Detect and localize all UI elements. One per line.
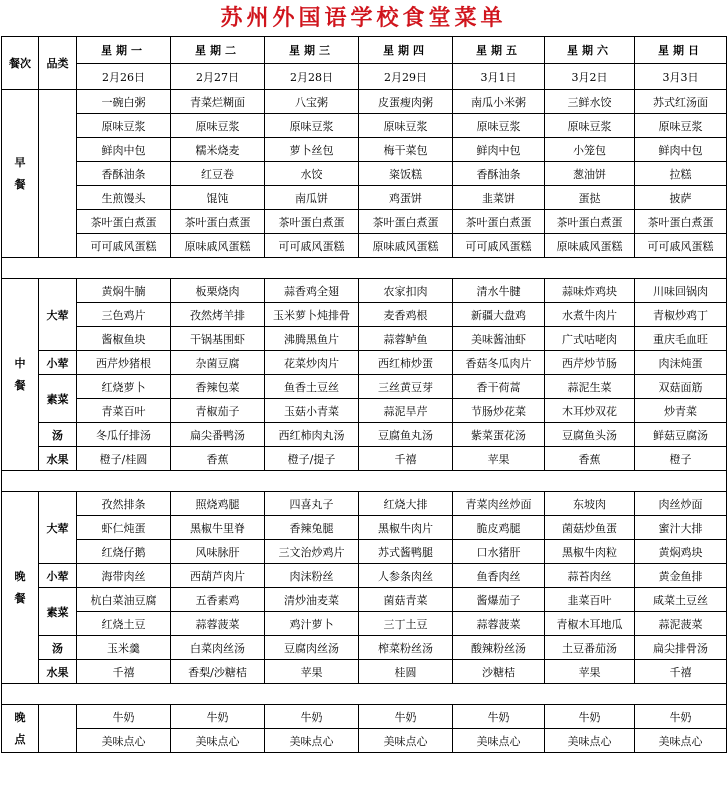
dish-cell: 双菇面筋 (635, 375, 727, 399)
dish-cell: 蒜泥旱芹 (359, 399, 453, 423)
dish-cell: 茶叶蛋白煮蛋 (77, 210, 171, 234)
menu-row (2, 64, 727, 90)
dish-cell: 香菇冬瓜肉片 (453, 351, 545, 375)
dish-cell: 原味豆浆 (77, 114, 171, 138)
dish-cell: 拉糕 (635, 162, 727, 186)
day-header: 星期四 (359, 37, 453, 64)
dish-cell: 青椒木耳地瓜 (545, 612, 635, 636)
dish-cell: 脆皮鸡腿 (453, 516, 545, 540)
dish-cell: 葱油饼 (545, 162, 635, 186)
separator-row (2, 684, 727, 705)
menu-row (2, 37, 727, 64)
separator-row (2, 258, 727, 279)
menu-row (2, 279, 727, 303)
date-header: 2月26日 (77, 64, 171, 90)
dish-cell: 茶叶蛋白煮蛋 (359, 210, 453, 234)
dish-cell: 皮蛋瘦肉粥 (359, 90, 453, 114)
dish-cell: 黄焖牛腩 (77, 279, 171, 303)
dish-cell: 黄焖鸡块 (635, 540, 727, 564)
date-header: 3月2日 (545, 64, 635, 90)
dish-cell: 蒜泥菠菜 (635, 612, 727, 636)
dish-cell: 原味豆浆 (635, 114, 727, 138)
dish-cell: 可可戚风蛋糕 (77, 234, 171, 258)
dish-cell: 白菜肉丝汤 (171, 636, 265, 660)
dish-cell: 鱼香肉丝 (453, 564, 545, 588)
dish-cell: 茶叶蛋白煮蛋 (635, 210, 727, 234)
menu-row (2, 114, 727, 138)
dish-cell: 蒜苔肉丝 (545, 564, 635, 588)
dish-cell: 牛奶 (545, 705, 635, 729)
dish-cell: 紫菜蛋花汤 (453, 423, 545, 447)
separator-cell (2, 684, 727, 705)
meal-label-breakfast (2, 90, 39, 258)
dish-cell: 原味豆浆 (453, 114, 545, 138)
dish-cell: 黑椒牛肉粒 (545, 540, 635, 564)
meal-label-snack (2, 705, 39, 753)
dish-cell: 西红柿炒蛋 (359, 351, 453, 375)
menu-row (2, 327, 727, 351)
dish-cell: 三色鸡片 (77, 303, 171, 327)
dish-cell: 茶叶蛋白煮蛋 (453, 210, 545, 234)
category-fruit: 水果 (39, 660, 77, 684)
dish-cell: 杭白菜油豆腐 (77, 588, 171, 612)
category-veg: 素菜 (39, 588, 77, 636)
dish-cell: 蒜蓉菠菜 (453, 612, 545, 636)
dish-cell: 黑椒牛肉片 (359, 516, 453, 540)
dish-cell: 千禧 (77, 660, 171, 684)
date-header: 2月29日 (359, 64, 453, 90)
dish-cell: 苏式酱鸭腿 (359, 540, 453, 564)
dish-cell: 冬瓜仔排汤 (77, 423, 171, 447)
dish-cell: 炒青菜 (635, 399, 727, 423)
dish-cell: 南瓜饼 (265, 186, 359, 210)
separator-row (2, 471, 727, 492)
dish-cell: 川味回锅肉 (635, 279, 727, 303)
dish-cell: 照烧鸡腿 (171, 492, 265, 516)
category-small: 小荤 (39, 351, 77, 375)
dish-cell: 牛奶 (265, 705, 359, 729)
dish-cell: 木耳炒双花 (545, 399, 635, 423)
dish-cell: 虾仁炖蛋 (77, 516, 171, 540)
menu-row (2, 234, 727, 258)
menu-title: 苏州外国语学校食堂菜单 (220, 5, 507, 31)
dish-cell: 原味豆浆 (265, 114, 359, 138)
dish-cell: 沸腾黑鱼片 (265, 327, 359, 351)
dish-cell: 东坡肉 (545, 492, 635, 516)
dish-cell: 南瓜小米粥 (453, 90, 545, 114)
dish-cell: 小笼包 (545, 138, 635, 162)
dish-cell: 红烧土豆 (77, 612, 171, 636)
dish-cell: 生煎馒头 (77, 186, 171, 210)
dish-cell: 美味酱油虾 (453, 327, 545, 351)
dish-cell: 玉米羹 (77, 636, 171, 660)
dish-cell: 原味戚风蛋糕 (171, 234, 265, 258)
dish-cell: 豆腐鱼头汤 (545, 423, 635, 447)
dish-cell: 海带肉丝 (77, 564, 171, 588)
dish-cell: 美味点心 (77, 729, 171, 753)
dish-cell: 清水牛腱 (453, 279, 545, 303)
dish-cell: 重庆毛血旺 (635, 327, 727, 351)
dish-cell: 苹果 (453, 447, 545, 471)
dish-cell: 原味戚风蛋糕 (545, 234, 635, 258)
dish-cell: 梅干菜包 (359, 138, 453, 162)
category-big: 大荤 (39, 279, 77, 351)
dish-cell: 水饺 (265, 162, 359, 186)
dish-cell: 麦香鸡根 (359, 303, 453, 327)
dish-cell: 红豆卷 (171, 162, 265, 186)
dish-cell: 风味脉肝 (171, 540, 265, 564)
menu-row (2, 492, 727, 516)
dish-cell: 沙糖桔 (453, 660, 545, 684)
meal-label-dinner (2, 492, 39, 684)
dish-cell: 肉沫炖蛋 (635, 351, 727, 375)
day-header: 星期二 (171, 37, 265, 64)
dish-cell: 豆腐鱼丸汤 (359, 423, 453, 447)
menu-table (1, 36, 727, 753)
dish-cell: 蜜汁大排 (635, 516, 727, 540)
menu-row (2, 564, 727, 588)
dish-cell: 红烧大排 (359, 492, 453, 516)
dish-cell: 板栗烧肉 (171, 279, 265, 303)
dish-cell: 蒜蓉菠菜 (171, 612, 265, 636)
dish-cell: 三文治炒鸡片 (265, 540, 359, 564)
day-header: 星期日 (635, 37, 727, 64)
dish-cell: 美味点心 (265, 729, 359, 753)
dish-cell: 扁尖番鸭汤 (171, 423, 265, 447)
dish-cell: 鸡蛋饼 (359, 186, 453, 210)
dish-cell: 四喜丸子 (265, 492, 359, 516)
dish-cell: 酸辣粉丝汤 (453, 636, 545, 660)
dish-cell: 牛奶 (453, 705, 545, 729)
menu-row (2, 375, 727, 399)
dish-cell: 新疆大盘鸡 (453, 303, 545, 327)
dish-cell: 可可戚风蛋糕 (453, 234, 545, 258)
meal-label-text: 早餐 (14, 155, 26, 191)
dish-cell: 鲜肉中包 (635, 138, 727, 162)
dish-cell: 香辣兔腿 (265, 516, 359, 540)
dish-cell: 糯米烧麦 (171, 138, 265, 162)
date-header: 3月3日 (635, 64, 727, 90)
dish-cell: 美味点心 (545, 729, 635, 753)
dish-cell: 茶叶蛋白煮蛋 (171, 210, 265, 234)
menu-row (2, 423, 727, 447)
menu-row (2, 705, 727, 729)
dish-cell: 可可戚风蛋糕 (635, 234, 727, 258)
meal-header: 餐次 (2, 37, 39, 90)
dish-cell: 干锅基围虾 (171, 327, 265, 351)
dish-cell: 韭菜饼 (453, 186, 545, 210)
menu-row (2, 138, 727, 162)
dish-cell: 土豆番茄汤 (545, 636, 635, 660)
dish-cell: 苹果 (265, 660, 359, 684)
menu-row (2, 162, 727, 186)
dish-cell: 三丝黄豆芽 (359, 375, 453, 399)
dish-cell: 孜然烤羊排 (171, 303, 265, 327)
dish-cell: 肉沫粉丝 (265, 564, 359, 588)
dish-cell: 粢饭糕 (359, 162, 453, 186)
category-veg: 素菜 (39, 375, 77, 423)
dish-cell: 可可戚风蛋糕 (265, 234, 359, 258)
dish-cell: 肉丝炒面 (635, 492, 727, 516)
dish-cell: 鲜肉中包 (77, 138, 171, 162)
dish-cell: 萝卜丝包 (265, 138, 359, 162)
menu-row (2, 399, 727, 423)
dish-cell: 橙子/桂圆 (77, 447, 171, 471)
dish-cell: 千禧 (635, 660, 727, 684)
dish-cell: 西芹炒猪根 (77, 351, 171, 375)
menu-row (2, 660, 727, 684)
meal-label-text: 晚点 (14, 710, 26, 746)
menu-row (2, 516, 727, 540)
dish-cell: 香蕉 (171, 447, 265, 471)
dish-cell: 三鲜水饺 (545, 90, 635, 114)
dish-cell: 口水猪肝 (453, 540, 545, 564)
menu-row (2, 636, 727, 660)
menu-row (2, 210, 727, 234)
dish-cell: 青菜烂糊面 (171, 90, 265, 114)
dish-cell: 菌菇炒鱼蛋 (545, 516, 635, 540)
dish-cell: 香干荷蒿 (453, 375, 545, 399)
dish-cell: 黑椒牛里脊 (171, 516, 265, 540)
dish-cell: 杂菌豆腐 (171, 351, 265, 375)
dish-cell: 美味点心 (359, 729, 453, 753)
dish-cell: 水煮牛肉片 (545, 303, 635, 327)
dish-cell: 鲜肉中包 (453, 138, 545, 162)
day-header: 星期五 (453, 37, 545, 64)
menu-row (2, 729, 727, 753)
dish-cell: 蒜味炸鸡块 (545, 279, 635, 303)
dish-cell: 三丁土豆 (359, 612, 453, 636)
dish-cell: 韭菜百叶 (545, 588, 635, 612)
dish-cell: 馄饨 (171, 186, 265, 210)
category-big: 大荤 (39, 492, 77, 564)
menu-row (2, 612, 727, 636)
dish-cell: 牛奶 (635, 705, 727, 729)
dish-cell: 橙子/提子 (265, 447, 359, 471)
dish-cell: 玉菇小青菜 (265, 399, 359, 423)
separator-cell (2, 471, 727, 492)
dish-cell: 红烧萝卜 (77, 375, 171, 399)
dish-cell: 酱爆茄子 (453, 588, 545, 612)
dish-cell: 原味豆浆 (359, 114, 453, 138)
dish-cell: 五香素鸡 (171, 588, 265, 612)
dish-cell: 美味点心 (453, 729, 545, 753)
dish-cell: 清炒油麦菜 (265, 588, 359, 612)
dish-cell: 香酥油条 (453, 162, 545, 186)
category-soup: 汤 (39, 423, 77, 447)
dish-cell: 豆腐肉丝汤 (265, 636, 359, 660)
dish-cell: 牛奶 (171, 705, 265, 729)
menu-row (2, 447, 727, 471)
day-header: 星期三 (265, 37, 359, 64)
category-fruit: 水果 (39, 447, 77, 471)
dish-cell: 牛奶 (77, 705, 171, 729)
day-header: 星期六 (545, 37, 635, 64)
day-header: 星期一 (77, 37, 171, 64)
dish-cell: 广式咕咾肉 (545, 327, 635, 351)
separator-cell (2, 258, 727, 279)
dish-cell: 茶叶蛋白煮蛋 (265, 210, 359, 234)
dish-cell: 香梨/沙糖桔 (171, 660, 265, 684)
dish-cell: 榨菜粉丝汤 (359, 636, 453, 660)
dish-cell: 蒜蓉鲈鱼 (359, 327, 453, 351)
date-header: 3月1日 (453, 64, 545, 90)
dish-cell: 节肠炒花菜 (453, 399, 545, 423)
dish-cell: 青菜肉丝炒面 (453, 492, 545, 516)
date-header: 2月27日 (171, 64, 265, 90)
category-cell (39, 90, 77, 258)
meal-label-lunch (2, 279, 39, 471)
dish-cell: 美味点心 (635, 729, 727, 753)
menu-row (2, 186, 727, 210)
dish-cell: 青菜百叶 (77, 399, 171, 423)
dish-cell: 披萨 (635, 186, 727, 210)
dish-cell: 孜然排条 (77, 492, 171, 516)
menu-row (2, 303, 727, 327)
category-soup: 汤 (39, 636, 77, 660)
dish-cell: 菌菇青菜 (359, 588, 453, 612)
dish-cell: 红烧仔鹅 (77, 540, 171, 564)
meal-label-text: 中餐 (14, 356, 26, 392)
dish-cell: 苏式红汤面 (635, 90, 727, 114)
dish-cell: 橙子 (635, 447, 727, 471)
menu-row (2, 588, 727, 612)
dish-cell: 苹果 (545, 660, 635, 684)
dish-cell: 香蕉 (545, 447, 635, 471)
dish-cell: 千禧 (359, 447, 453, 471)
dish-cell: 蛋挞 (545, 186, 635, 210)
dish-cell: 玉米萝卜炖排骨 (265, 303, 359, 327)
category-cell (39, 705, 77, 753)
dish-cell: 原味豆浆 (545, 114, 635, 138)
menu-row (2, 90, 727, 114)
dish-cell: 蒜香鸡全翅 (265, 279, 359, 303)
dish-cell: 青椒炒鸡丁 (635, 303, 727, 327)
category-small: 小荤 (39, 564, 77, 588)
dish-cell: 青椒茄子 (171, 399, 265, 423)
date-header: 2月28日 (265, 64, 359, 90)
dish-cell: 花菜炒肉片 (265, 351, 359, 375)
dish-cell: 茶叶蛋白煮蛋 (545, 210, 635, 234)
dish-cell: 鲜菇豆腐汤 (635, 423, 727, 447)
dish-cell: 蒜泥生菜 (545, 375, 635, 399)
dish-cell: 原味戚风蛋糕 (359, 234, 453, 258)
dish-cell: 鱼香土豆丝 (265, 375, 359, 399)
menu-row (2, 351, 727, 375)
dish-cell: 牛奶 (359, 705, 453, 729)
dish-cell: 扁尖排骨汤 (635, 636, 727, 660)
dish-cell: 黄金鱼排 (635, 564, 727, 588)
dish-cell: 美味点心 (171, 729, 265, 753)
dish-cell: 一碗白粥 (77, 90, 171, 114)
category-header: 品类 (39, 37, 77, 90)
dish-cell: 桂圆 (359, 660, 453, 684)
dish-cell: 原味豆浆 (171, 114, 265, 138)
dish-cell: 鸡汁萝卜 (265, 612, 359, 636)
dish-cell: 香辣包菜 (171, 375, 265, 399)
dish-cell: 八宝粥 (265, 90, 359, 114)
dish-cell: 咸菜土豆丝 (635, 588, 727, 612)
dish-cell: 西红柿肉丸汤 (265, 423, 359, 447)
dish-cell: 香酥油条 (77, 162, 171, 186)
dish-cell: 农家扣肉 (359, 279, 453, 303)
meal-label-text: 晚餐 (14, 569, 26, 605)
dish-cell: 人参条肉丝 (359, 564, 453, 588)
dish-cell: 西葫芦肉片 (171, 564, 265, 588)
dish-cell: 酱椒鱼块 (77, 327, 171, 351)
dish-cell: 西芹炒节肠 (545, 351, 635, 375)
menu-row (2, 540, 727, 564)
